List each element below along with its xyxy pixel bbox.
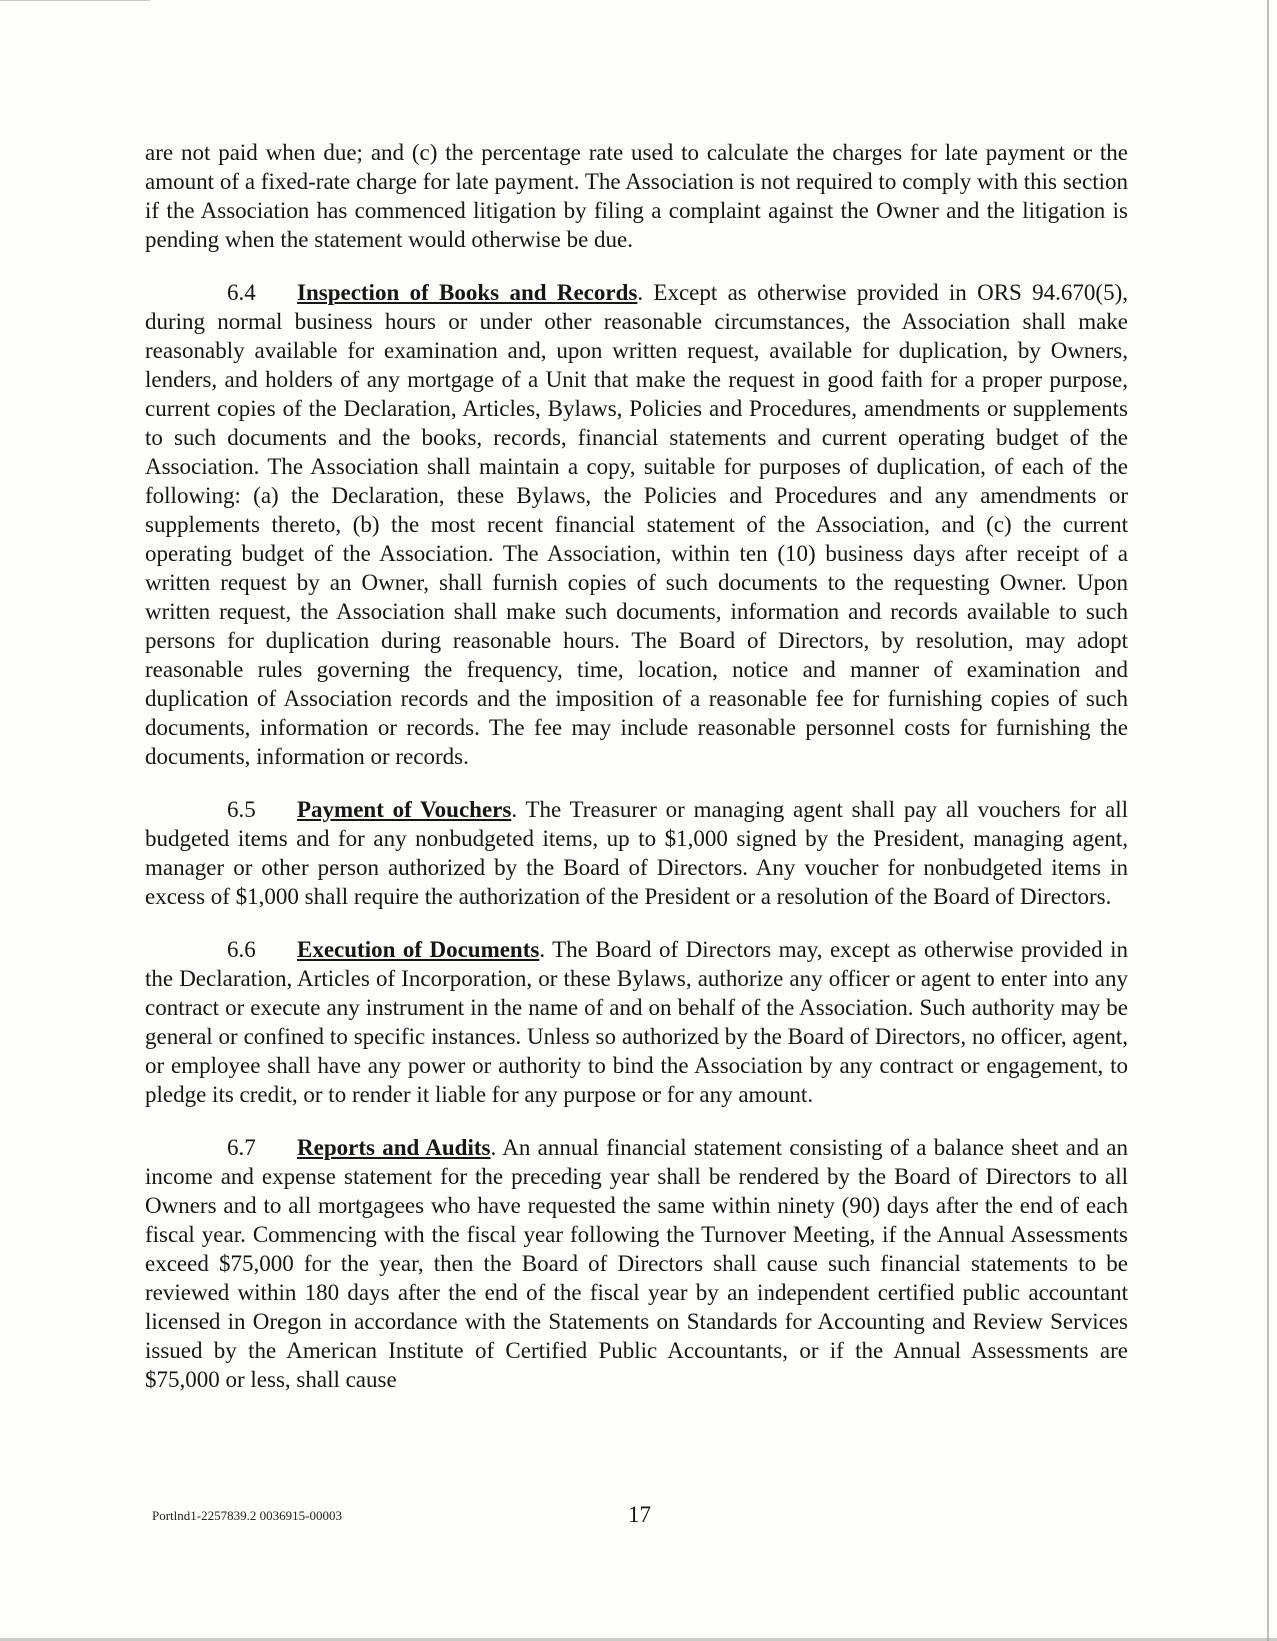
section-number: 6.4 <box>227 280 256 305</box>
section-text: . The Board of Directors may, except as otherwise provided in the Declaration, Articles of Incorporation, or these Bylaws, authorize any officer or agent to enter into any contract or execute any instrument in the name of and on behalf of the Association. Such authority may be general or confined to specific instances. Unless so authorized by the Board of Directors, no officer, agent, or employee shall have any power or authority to bind the Association by any contract or engagement, to pledge its credit, or to render it liable for any purpose or for any amount. <box>145 937 1128 1107</box>
section-heading: Execution of Documents <box>297 937 540 962</box>
section-text: . Except as otherwise provided in ORS 94.670(5), during normal business hours or under other reasonable circumstances, the Association shall make reasonably available for examination and, upon written request, available for duplication, by Owners, lenders, and holders of any mortgage of a Unit that make the request in good faith for a proper purpose, current copies of the Declaration, Articles, Bylaws, Policies and Procedures, amendments or supplements to such documents and the books, records, financial statements and current operating budget of the Association. The Association shall maintain a copy, suitable for purposes of duplication, of each of the following: (a) the Declaration, these Bylaws, the Policies and Procedures and any amendments or supplements thereto, (b) the most recent financial statement of the Association, and (c) the current operating budget of the Association. The Association, within ten (10) business days after receipt of a written request by an Owner, shall furnish copies of such documents to the requesting Owner. Upon written request, the Association shall make such documents, information and records available to such persons for duplication during reasonable hours. The Board of Directors, by resolution, may adopt reasonable rules governing the frequency, time, location, notice and manner of examination and duplication of Association records and the imposition of a reasonable fee for furnishing copies of such documents, information or records. The fee may include reasonable personnel costs for furnishing the documents, information or records. <box>145 280 1128 769</box>
section-6-4 <box>145 278 1128 771</box>
body-text <box>145 138 1128 1418</box>
section-6-5 <box>145 795 1128 911</box>
section-heading: Payment of Vouchers <box>297 797 512 822</box>
section-text: . The Treasurer or managing agent shall pay all vouchers for all budgeted items and for any nonbudgeted items, up to $1,000 signed by the President, managing agent, manager or other person authorized by the Board of Directors. Any voucher for nonbudgeted items in excess of $1,000 shall require the authorization of the President or a resolution of the Board of Directors. <box>145 797 1128 909</box>
page-edge-right <box>1267 0 1269 1641</box>
footer-document-id: Portlnd1-2257839.2 0036915-00003 <box>152 1508 342 1523</box>
paragraph-continuation <box>145 138 1128 254</box>
section-number: 6.5 <box>227 797 256 822</box>
page-number: 17 <box>628 1502 651 1527</box>
section-6-7 <box>145 1133 1128 1394</box>
scan-artifact <box>0 0 150 1</box>
paragraph-text: are not paid when due; and (c) the percentage rate used to calculate the charges for late payment or the amount of a fixed-rate charge for late payment. The Association is not required to comply with this section if the Association has commenced litigation by filing a complaint against the Owner and the litigation is pending when the statement would otherwise be due. <box>145 140 1128 252</box>
section-number: 6.7 <box>227 1135 256 1160</box>
section-heading: Reports and Audits <box>297 1135 491 1160</box>
section-6-6 <box>145 935 1128 1109</box>
section-text: . An annual financial statement consisting of a balance sheet and an income and expense statement for the preceding year shall be rendered by the Board of Directors to all Owners and to all mortgagees who have requested the same within ninety (90) days after the end of each fiscal year. Commencing with the fiscal year following the Turnover Meeting, if the Annual Assessments exceed $75,000 for the year, then the Board of Directors shall cause such financial statements to be reviewed within 180 days after the end of the fiscal year by an independent certified public accountant licensed in Oregon in accordance with the Statements on Standards for Accounting and Review Services issued by the American Institute of Certified Public Accountants, or if the Annual Assessments are $75,000 or less, shall cause <box>145 1135 1128 1392</box>
section-number: 6.6 <box>227 937 256 962</box>
section-heading: Inspection of Books and Records <box>297 280 638 305</box>
